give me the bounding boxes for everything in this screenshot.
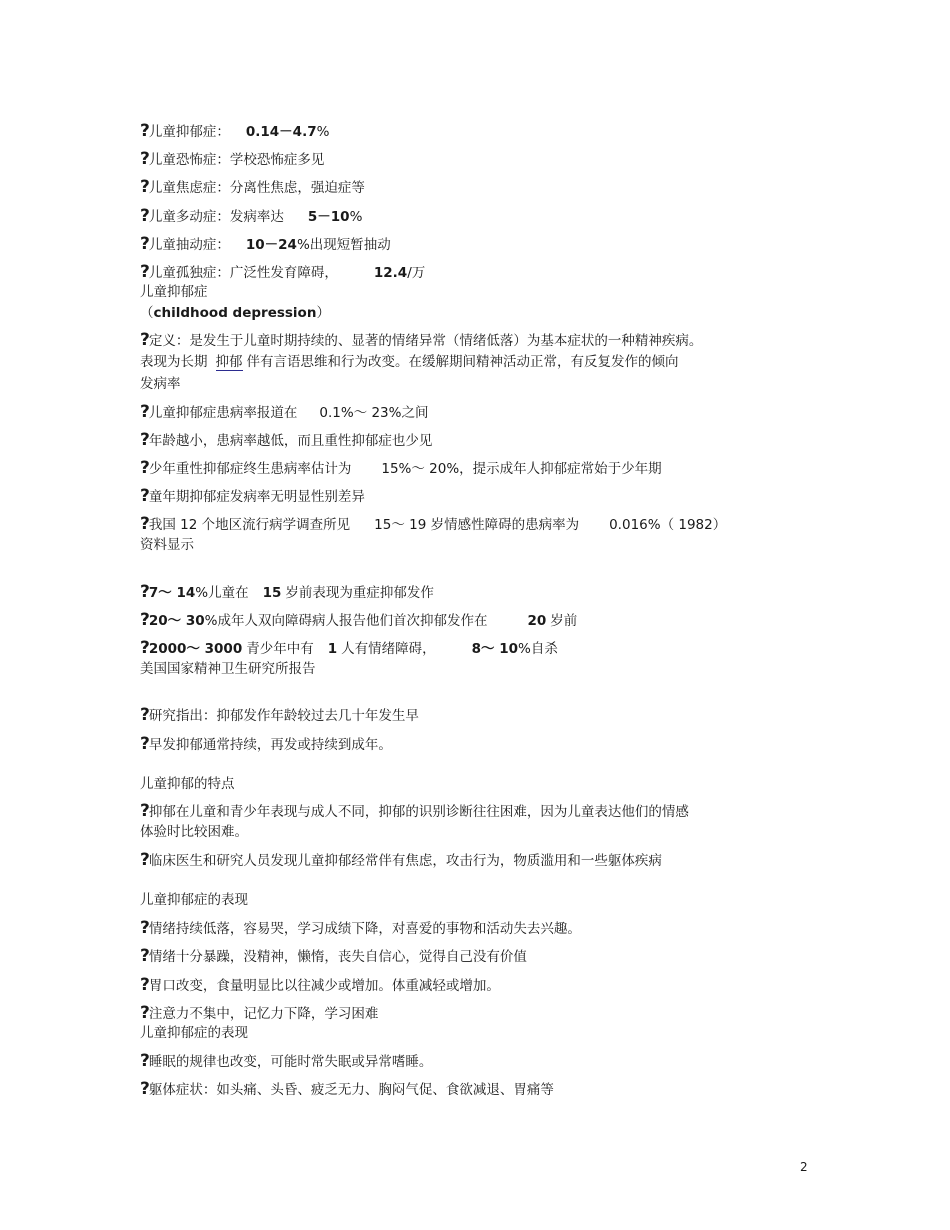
bullet-icon: ? [140, 918, 149, 938]
page-number: 2 [800, 1160, 808, 1174]
feature-item: ?抑郁在儿童和青少年表现与成人不同，抑郁的识别诊断往往困难，因为儿童表达他们的情感 [140, 801, 689, 821]
bullet-icon: ? [140, 514, 149, 534]
bullet-icon: ? [140, 206, 149, 226]
prevalence-item: ?少年重性抑郁症终生患病率估计为 15%～ 20%，提示成年人抑郁症常始于少年期 [140, 458, 662, 478]
section-heading: 儿童抑郁症的表现 [140, 892, 248, 908]
bullet-icon: ? [140, 975, 149, 995]
bullet-icon: ? [140, 177, 149, 197]
bullet-icon: ? [140, 149, 149, 169]
bullet-icon: ? [140, 850, 149, 870]
stat-phobia: ?儿童恐怖症：学校恐怖症多见 [140, 149, 325, 169]
symptom-item: ?情绪持续低落，容易哭，学习成绩下降，对喜爱的事物和活动失去兴趣。 [140, 918, 581, 938]
stat-tic: ?儿童抽动症： 10－24%出现短暂抽动 [140, 234, 391, 254]
bullet-icon: ? [140, 946, 149, 966]
bullet-icon: ? [140, 582, 149, 602]
section-heading: 儿童抑郁的特点 [140, 776, 235, 792]
bullet-icon: ? [140, 234, 149, 254]
bullet-icon: ? [140, 430, 149, 450]
us-data-source: 美国国家精神卫生研究所报告 [140, 661, 316, 677]
stat-depression: ?儿童抑郁症： 0.14－4.7% [140, 121, 330, 141]
underlined-term: 抑郁 [215, 354, 243, 370]
bullet-icon: ? [140, 262, 149, 282]
prevalence-item: ?儿童抑郁症患病率报道在 0.1%～ 23%之间 [140, 402, 429, 422]
bullet-icon: ? [140, 734, 149, 754]
us-data-item: ?20～ 30%成年人双向障碍病人报告他们首次抑郁发作在 20 岁前 [140, 610, 578, 630]
symptom-item: ?躯体症状：如头痛、头昏、疲乏无力、胸闷气促、食欲减退、胃痛等 [140, 1079, 554, 1099]
bullet-icon: ? [140, 1079, 149, 1099]
bullet-icon: ? [140, 330, 149, 350]
bullet-icon: ? [140, 1051, 149, 1071]
feature-item: ?临床医生和研究人员发现儿童抑郁经常伴有焦虑，攻击行为，物质滥用和一些躯体疾病 [140, 850, 662, 870]
bullet-icon: ? [140, 1003, 149, 1023]
bullet-icon: ? [140, 486, 149, 506]
symptom-item: ?胃口改变，食量明显比以往减少或增加。体重减轻或增加。 [140, 975, 500, 995]
section-heading: 发病率 [140, 376, 181, 392]
prevalence-item: ?我国 12 个地区流行病学调查所见 15～ 19 岁情感性障碍的患病率为 0.016%（ 1982） [140, 514, 727, 534]
stat-adhd: ?儿童多动症：发病率达 5－10% [140, 206, 363, 226]
english-term: （childhood depression） [140, 305, 330, 321]
stat-anxiety: ?儿童焦虑症：分离性焦虑，强迫症等 [140, 177, 365, 197]
bullet-icon: ? [140, 801, 149, 821]
bullet-icon: ? [140, 638, 149, 658]
symptom-item: ?睡眠的规律也改变，可能时常失眠或异常嗜睡。 [140, 1051, 433, 1071]
bullet-icon: ? [140, 705, 149, 725]
feature-item-continuation: 体验时比较困难。 [140, 824, 248, 840]
prevalence-item: ?童年期抑郁症发病率无明显性别差异 [140, 486, 365, 506]
symptom-item: ?情绪十分暴躁，没精神，懒惰，丧失自信心，觉得自己没有价值 [140, 946, 527, 966]
us-data-item: ?7～ 14%儿童在 15 岁前表现为重症抑郁发作 [140, 582, 434, 602]
definition-line: ?定义：是发生于儿童时期持续的、显著的情绪异常（情绪低落）为基本症状的一种精神疾病。 [140, 330, 703, 350]
definition-line-2: 表现为长期 抑郁 伴有言语思维和行为改变。在缓解期间精神活动正常，有反复发作的倾向 [140, 354, 679, 370]
bullet-icon: ? [140, 610, 149, 630]
section-heading: 儿童抑郁症的表现 [140, 1025, 248, 1041]
symptom-item: ?注意力不集中，记忆力下降，学习困难 [140, 1003, 379, 1023]
section-heading: 儿童抑郁症 [140, 284, 208, 300]
prevalence-item: ?年龄越小，患病率越低，而且重性抑郁症也少见 [140, 430, 433, 450]
research-item: ?早发抑郁通常持续，再发或持续到成年。 [140, 734, 392, 754]
us-data-item: ?2000～ 3000 青少年中有 1 人有情绪障碍， 8～ 10%自杀 [140, 638, 558, 658]
bullet-icon: ? [140, 458, 149, 478]
research-item: ?研究指出：抑郁发作年龄较过去几十年发生早 [140, 705, 419, 725]
bullet-icon: ? [140, 121, 149, 141]
prevalence-item-continuation: 资料显示 [140, 537, 194, 553]
bullet-icon: ? [140, 402, 149, 422]
stat-autism: ?儿童孤独症：广泛性发育障碍， 12.4/万 [140, 262, 426, 282]
